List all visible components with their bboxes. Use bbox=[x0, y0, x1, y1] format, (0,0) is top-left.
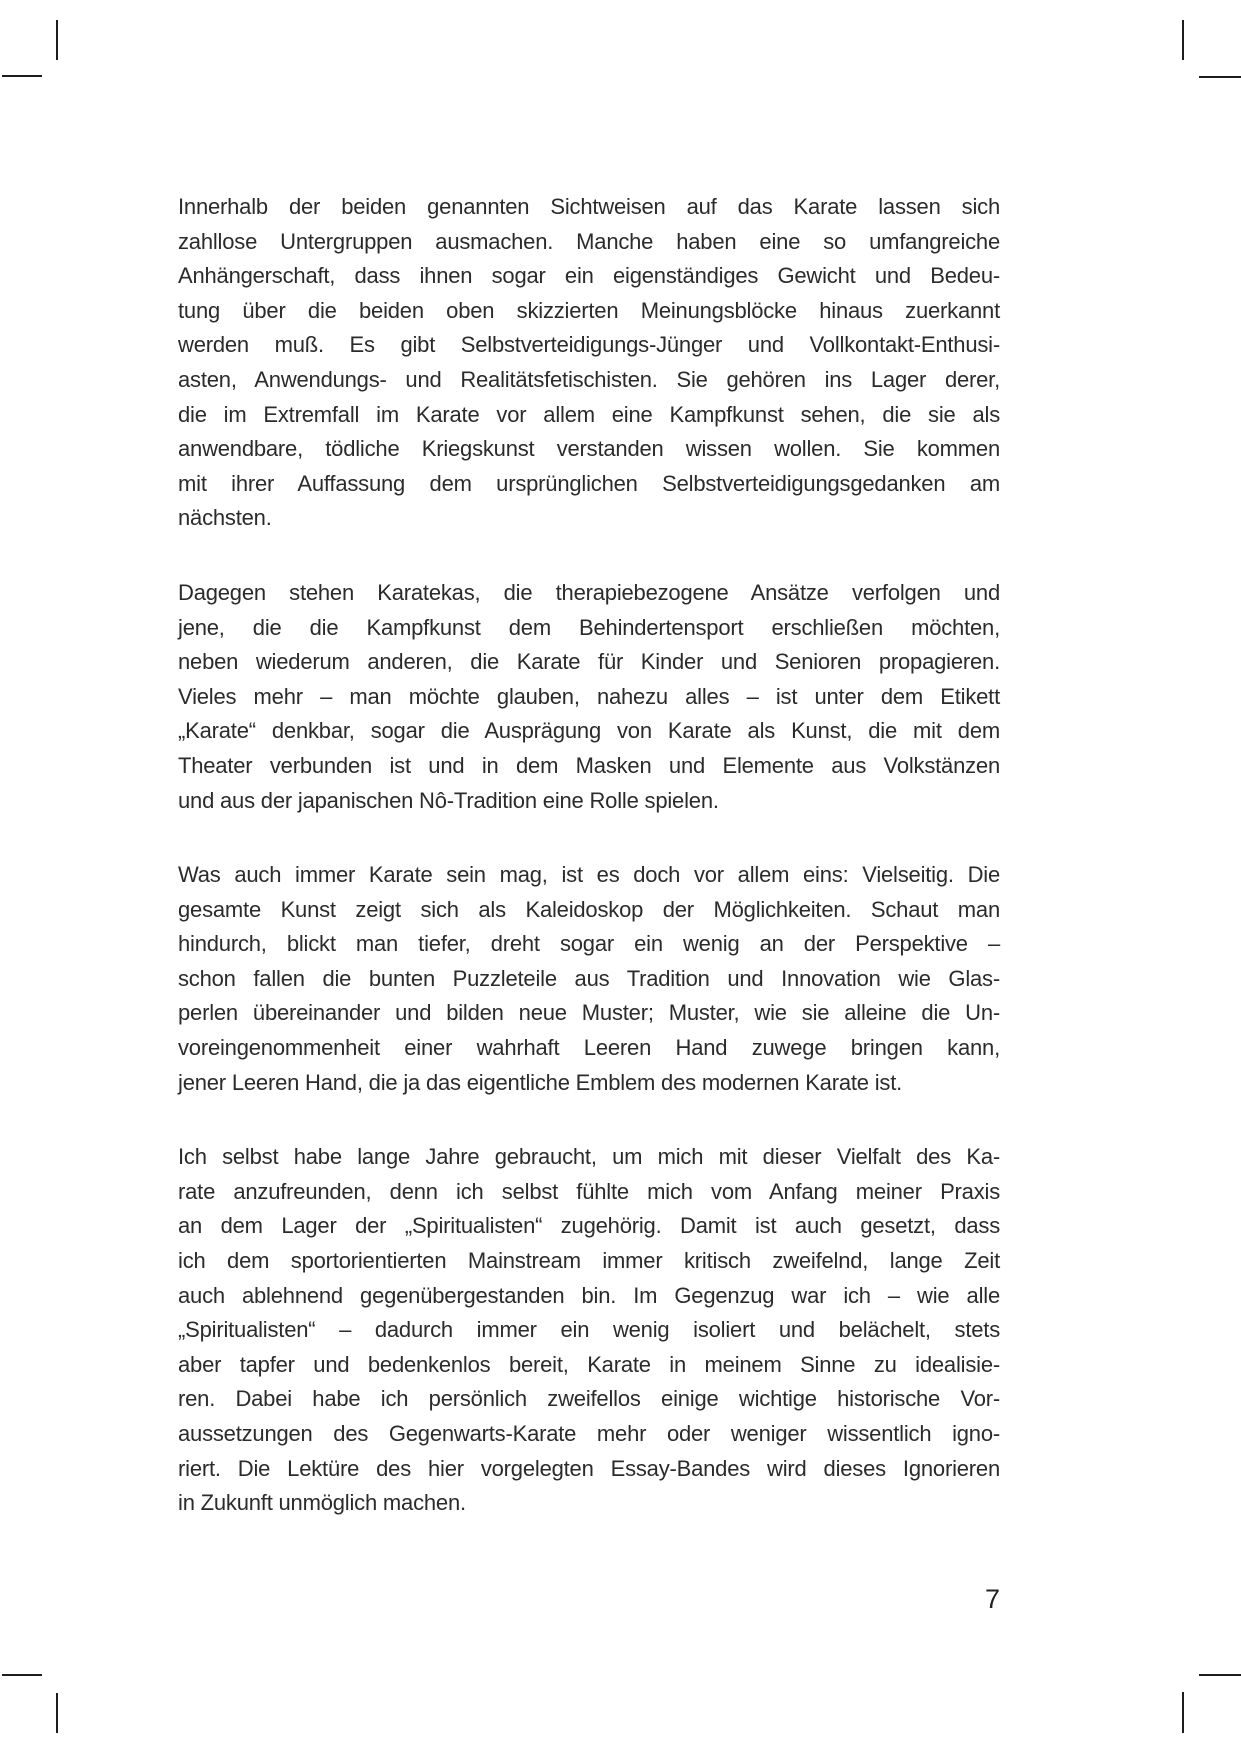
page-number: 7 bbox=[984, 1584, 1000, 1614]
text-line: zahllose Untergruppen ausmachen. Manche haben eine so umfangreiche bbox=[178, 228, 1000, 254]
paragraph bbox=[178, 576, 1000, 818]
text-line: nächsten. bbox=[178, 505, 272, 531]
text-line: die im Extremfall im Karate vor allem eine Kampfkunst sehen, die sie als bbox=[178, 401, 1000, 427]
text-line: Innerhalb der beiden genannten Sichtweisen auf das Karate lassen sich bbox=[178, 194, 1000, 219]
crop-mark-bottom-left-horizontal bbox=[2, 1674, 42, 1676]
text-line: Theater verbunden ist und in dem Masken und Elemente aus Volkstänzen bbox=[178, 752, 1000, 778]
crop-mark-top-right-vertical bbox=[1182, 20, 1184, 60]
crop-mark-bottom-left-vertical bbox=[56, 1693, 58, 1733]
crop-mark-top-left-vertical bbox=[56, 20, 58, 60]
text-line: jener Leeren Hand, die ja das eigentliche Emblem des modernen Karate ist. bbox=[178, 1069, 903, 1095]
text-line: auch ablehnend gegenübergestanden bin. Im Gegenzug war ich – wie alle bbox=[178, 1282, 1000, 1308]
body-text bbox=[178, 190, 1000, 1521]
text-line: neben wiederum anderen, die Karate für Kinder und Senioren propagieren. bbox=[178, 649, 1000, 675]
text-line: mit ihrer Auffassung dem ursprünglichen Selbstverteidigungsgedanken am bbox=[178, 470, 1000, 496]
text-line: tung über die beiden oben skizzierten Meinungsblöcke hinaus zuerkannt bbox=[178, 297, 1000, 323]
paragraph bbox=[178, 858, 1000, 1100]
text-line: aussetzungen des Gegenwarts-Karate mehr oder weniger wissentlich igno- bbox=[178, 1421, 1000, 1446]
crop-mark-top-left-horizontal bbox=[2, 75, 42, 77]
text-line: anwendbare, tödliche Kriegskunst verstanden wissen wollen. Sie kommen bbox=[178, 436, 1000, 462]
text-line: perlen übereinander und bilden neue Muster; Muster, wie sie alleine die Un- bbox=[178, 1000, 1000, 1026]
paragraph bbox=[178, 1140, 1000, 1521]
text-line: asten, Anwendungs- und Realitätsfetischisten. Sie gehören ins Lager derer, bbox=[178, 366, 1000, 392]
text-line: Dagegen stehen Karatekas, die therapiebezogene Ansätze verfolgen und bbox=[178, 579, 1000, 605]
text-line: und aus der japanischen Nô-Tradition eine Rolle spielen. bbox=[178, 787, 719, 813]
text-line: Ich selbst habe lange Jahre gebraucht, um mich mit dieser Vielfalt des Ka- bbox=[178, 1144, 1000, 1170]
text-line: Anhängerschaft, dass ihnen sogar ein eigenständiges Gewicht und Bedeu- bbox=[178, 263, 1000, 289]
paragraph bbox=[178, 190, 1000, 536]
crop-mark-top-right-horizontal bbox=[1199, 76, 1241, 78]
text-line: ich dem sportorientierten Mainstream immer kritisch zweifelnd, lange Zeit bbox=[178, 1248, 1000, 1274]
text-line: aber tapfer und bedenkenlos bereit, Karate in meinem Sinne zu idealisie- bbox=[178, 1351, 1000, 1377]
text-line: ren. Dabei habe ich persönlich zweifellos einige wichtige historische Vor- bbox=[178, 1386, 1000, 1412]
text-line: werden muß. Es gibt Selbstverteidigungs-Jünger und Vollkontakt-Enthusi- bbox=[178, 332, 1000, 358]
text-line: „Spiritualisten“ – dadurch immer ein wenig isoliert und belächelt, stets bbox=[178, 1317, 1000, 1343]
text-line: gesamte Kunst zeigt sich als Kaleidoskop der Möglichkeiten. Schaut man bbox=[178, 896, 1000, 922]
text-line: hindurch, blickt man tiefer, dreht sogar ein wenig an der Perspektive – bbox=[178, 931, 1000, 957]
text-line: riert. Die Lektüre des hier vorgelegten Essay-Bandes wird dieses Ignorieren bbox=[178, 1455, 1000, 1481]
text-line: Was auch immer Karate sein mag, ist es doch vor allem eins: Vielseitig. Die bbox=[178, 862, 1000, 888]
crop-mark-bottom-right-horizontal bbox=[1199, 1674, 1241, 1676]
text-line: Vieles mehr – man möchte glauben, nahezu alles – ist unter dem Etikett bbox=[178, 683, 1000, 709]
text-line: „Karate“ denkbar, sogar die Ausprägung von Karate als Kunst, die mit dem bbox=[178, 718, 1000, 744]
text-line: in Zukunft unmöglich machen. bbox=[178, 1490, 466, 1516]
text-line: jene, die die Kampfkunst dem Behindertensport erschließen möchten, bbox=[178, 614, 1000, 640]
text-line: rate anzufreunden, denn ich selbst fühlte mich vom Anfang meiner Praxis bbox=[178, 1178, 1000, 1204]
text-line: voreingenommenheit einer wahrhaft Leeren Hand zuwege bringen kann, bbox=[178, 1035, 1000, 1061]
text-line: schon fallen die bunten Puzzleteile aus Tradition und Innovation wie Glas- bbox=[178, 965, 1000, 991]
text-line: an dem Lager der „Spiritualisten“ zugehörig. Damit ist auch gesetzt, dass bbox=[178, 1213, 1000, 1239]
crop-mark-bottom-right-vertical bbox=[1182, 1692, 1184, 1733]
